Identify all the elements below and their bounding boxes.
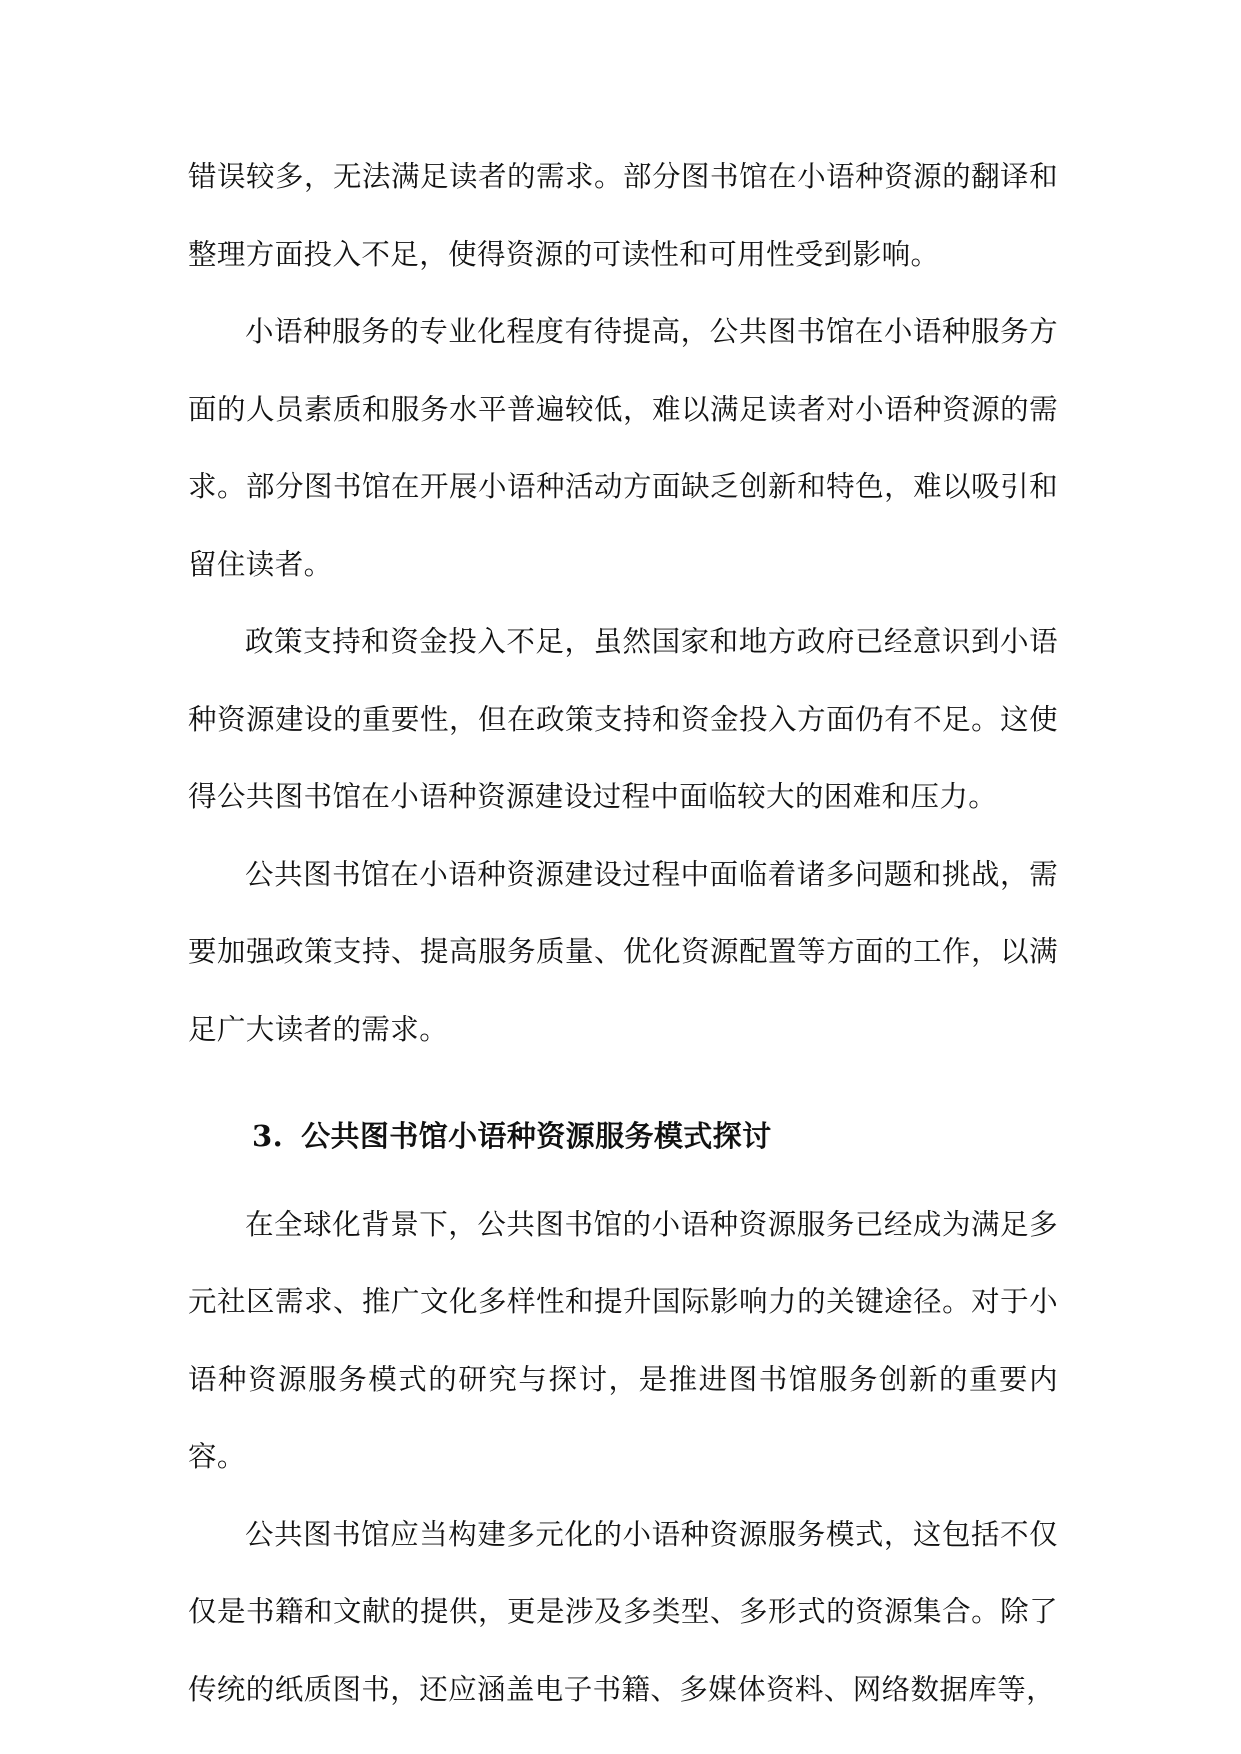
section-number: 3. <box>252 1119 284 1153</box>
section-title: 公共图书馆小语种资源服务模式探讨 <box>301 1119 772 1153</box>
paragraph: 错误较多，无法满足读者的需求。部分图书馆在小语种资源的翻译和整理方面投入不足，使得资源的可读性和可用性受到影响。 <box>188 160 1058 271</box>
paragraph: 公共图书馆在小语种资源建设过程中面临着诸多问题和挑战，需要加强政策支持、提高服务质量、优化资源配置等方面的工作，以满足广大读者的需求。 <box>188 857 1058 1046</box>
paragraph: 在全球化背景下，公共图书馆的小语种资源服务已经成为满足多元社区需求、推广文化多样性和提升国际影响力的关键途径。对于小语种资源服务模式的研究与探讨，是推进图书馆服务创新的重要内容。 <box>188 1207 1058 1473</box>
paragraph: 政策支持和资金投入不足，虽然国家和地方政府已经意识到小语种资源建设的重要性，但在政策支持和资金投入方面仍有不足。这使得公共图书馆在小语种资源建设过程中面临较大的困难和压力。 <box>188 625 1058 813</box>
section-heading <box>188 1098 1058 1176</box>
paragraph: 小语种服务的专业化程度有待提高，公共图书馆在小语种服务方面的人员素质和服务水平普遍较低，难以满足读者对小语种资源的需求。部分图书馆在开展小语种活动方面缺乏创新和特色，难以吸引和留住读者。 <box>188 315 1058 581</box>
document-body <box>188 138 1058 1728</box>
paragraph: 公共图书馆应当构建多元化的小语种资源服务模式，这包括不仅仅是书籍和文献的提供，更是涉及多类型、多形式的资源集合。除了传统的纸质图书，还应涵盖电子书籍、多媒体资料、网络数据库等， <box>188 1517 1058 1706</box>
